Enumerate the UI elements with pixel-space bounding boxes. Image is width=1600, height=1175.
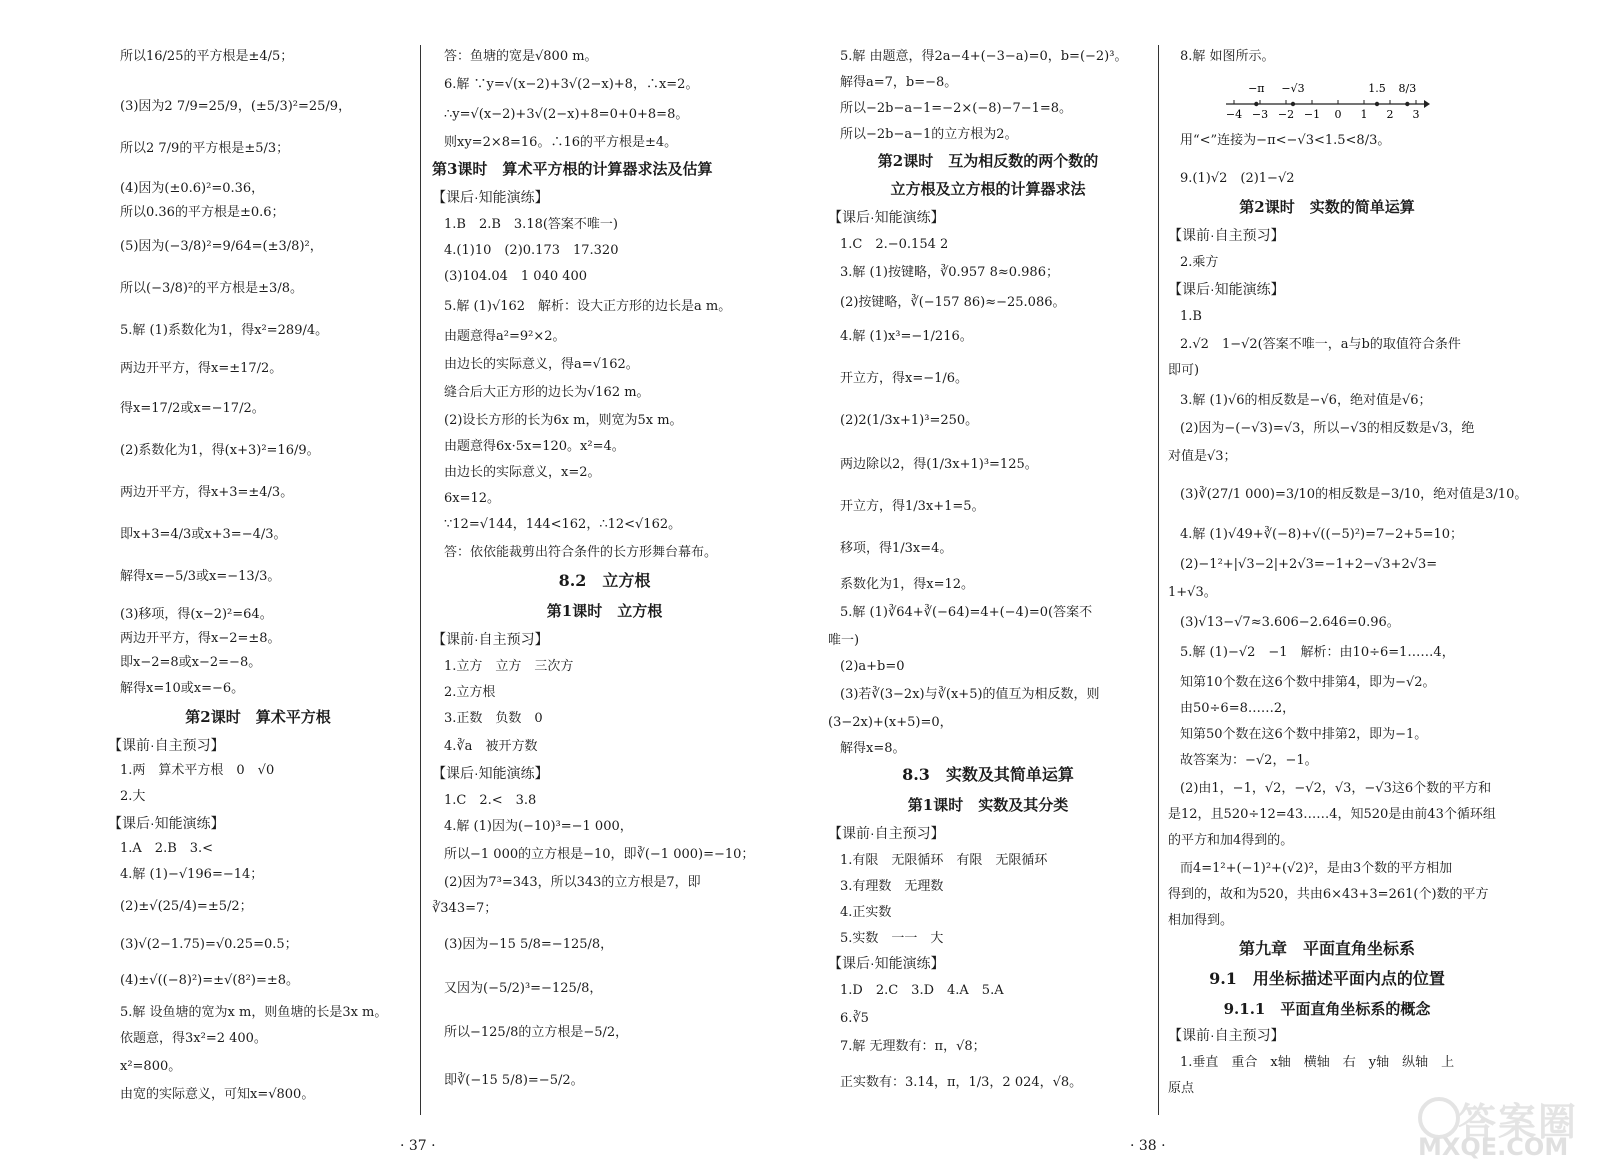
answer-line: 5.解 (1)√162 解析：设大正方形的边长是a m。 [444,299,732,314]
answer-line: 4.∛a 被开方数 [444,739,538,754]
answer-line: 由边长的实际意义，x=2。 [444,465,601,480]
answer-line: 知第10个数在这6个数中排第4，即为−√2。 [1180,675,1436,690]
answer-line: 的平方和加4得到的。 [1168,833,1294,848]
answer-line: 两边开平方，得x=±17/2。 [120,361,283,376]
number-line-tick-label: −1 [1303,108,1321,121]
answer-line: (3)104.04 1 040 400 [444,269,588,284]
section-tag: 【课后·知能演练】 [828,955,945,971]
section-heading: 8.2 立方根 [558,571,651,590]
number-line-point-label: −√3 [1281,82,1305,95]
answer-line: (2)−1²+|√3−2|+2√3=−1+2−√3+2√3= [1180,557,1438,572]
answer-line: 1.C 2.−0.154 2 [840,237,949,252]
number-line-point [1375,102,1379,106]
number-line-point [1291,102,1295,106]
answer-line: (3−2x)+(x+5)=0， [828,715,953,730]
answer-line: 1.立方 立方 三次方 [444,659,574,674]
answer-line: 对值是√3； [1168,449,1237,464]
answer-line: 1.两 算术平方根 0 √0 [120,763,275,778]
answer-line: 6.解 ∵y=√(x−2)+3√(2−x)+8，∴x=2。 [444,77,699,92]
answer-line: 即可) [1168,363,1200,378]
arrow-icon [1424,100,1430,108]
answer-line: 得到的，故和为520，共由6×43+3=261(个)数的平方 [1168,887,1489,902]
answer-line: 系数化为1，得x=12。 [840,577,975,592]
answer-line: x²=800。 [120,1059,182,1074]
answer-line: (3)因为−15 5/8=−125/8， [444,937,614,952]
section-tag: 【课前·自主预习】 [828,825,945,841]
section-tag: 【课前·自主预习】 [1168,1027,1285,1043]
answer-line: (2)2(1/3x+1)³=250。 [840,413,979,428]
section-heading: 第九章 平面直角坐标系 [1238,939,1415,958]
answer-line: 1.有限 无限循环 有限 无限循环 [840,853,1048,868]
section-heading: 第3课时 算术平方根的计算器求法及估算 [432,160,713,178]
answer-line: 答：依依能裁剪出符合条件的长方形舞台幕布。 [444,545,718,560]
answer-line: 4.解 (1)√49+∛(−8)+√((−5)²)=7−2+5=10； [1180,527,1464,542]
section-heading: 9.1 用坐标描述平面内点的位置 [1209,969,1445,988]
answer-line: (3)因为2 7/9=25/9，(±5/3)²=25/9， [120,99,352,114]
answer-line: 所以−2b−a−1的立方根为2。 [840,127,1018,142]
watermark-logo [1418,1091,1588,1161]
answer-line: 1.B [1180,309,1202,324]
number-line-tick-label: 0 [1334,108,1342,121]
answer-line: (3)∛(27/1 000)=3/10的相反数是−3/10，绝对值是3/10。 [1180,487,1528,502]
number-line-point-label: 8/3 [1398,82,1417,95]
section-heading: 9.1.1 平面直角坐标系的概念 [1223,1000,1431,1018]
number-line-tick-label: 2 [1386,108,1394,121]
column-divider [420,45,421,1115]
answer-line: 6x=12。 [444,491,501,506]
answer-line: 开立方，得x=−1/6。 [840,371,969,386]
section-heading: 8.3 实数及其简单运算 [902,765,1074,784]
answer-line: 解得x=10或x=−6。 [120,681,245,696]
answer-line: 两边除以2，得(1/3x+1)³=125。 [840,457,1038,472]
number-line-point-label: 1.5 [1368,82,1386,95]
number-line-tick-label: −4 [1225,108,1243,121]
section-heading: 第2课时 算术平方根 [185,708,331,726]
section-heading: 第2课时 实数的简单运算 [1239,198,1415,216]
answer-line: ∵12=√144，144<162，∴12<√162。 [444,517,682,532]
answer-line: 所以−125/8的立方根是−5/2， [444,1025,629,1040]
section-tag: 【课后·知能演练】 [828,209,945,225]
answer-line: 所以−1 000的立方根是−10，即∛(−1 000)=−10； [444,847,755,862]
page-number-right: · 38 · [1130,1138,1166,1154]
answer-line: 又因为(−5/2)³=−125/8， [444,981,603,996]
answer-line: 原点 [1168,1081,1195,1096]
answer-line: 所以0.36的平方根是±0.6； [120,205,285,220]
answer-line: 所以16/25的平方根是±4/5； [120,49,294,64]
answer-line: 1.D 2.C 3.D 4.A 5.A [840,983,1004,998]
answer-line: 2.√2 1−√2(答案不唯一，a与b的取值符合条件 [1180,337,1461,352]
number-line-points [1248,82,1416,106]
answer-line: 由宽的实际意义，可知x=√800。 [120,1087,315,1102]
answer-line: 正实数有：3.14，π，1/3，2 024，√8。 [840,1075,1083,1090]
answer-line: 即x+3=4/3或x+3=−4/3。 [120,527,287,542]
answer-line: 3.解 (1)按键略，∛0.957 8≈0.986； [840,265,1059,280]
section-tag: 【课前·自主预习】 [1168,227,1285,243]
section-tag: 【课前·自主预习】 [432,631,549,647]
section-heading: 立方根及立方根的计算器求法 [890,180,1086,198]
answer-line: 由50÷6=8……2， [1180,701,1296,716]
answer-line: 由题意得a²=9²×2。 [444,329,566,344]
answer-line: 5.解 由题意，得2a−4+(−3−a)=0，b=(−2)³。 [840,49,1128,64]
answer-line: 2.乘方 [1180,255,1219,270]
answer-line: 1.C 2.< 3.8 [444,793,537,808]
answer-line: (3)√13−√7≈3.606−2.646=0.96。 [1180,615,1400,630]
answer-line: 解得x=8。 [840,741,906,756]
answer-line: 依题意，得3x²=2 400。 [120,1031,267,1046]
answer-line: 3.解 (1)√6的相反数是−√6，绝对值是√6； [1180,393,1432,408]
answer-line: 4.正实数 [840,905,892,920]
answer-line: 得x=17/2或x=−17/2。 [120,401,265,416]
answer-line: (2)因为−(−√3)=√3，所以−√3的相反数是√3，绝 [1180,421,1475,436]
answer-line: 6.∛5 [840,1011,869,1026]
number-line-tick-label: −2 [1277,108,1295,121]
section-heading: 第2课时 互为相反数的两个数的 [877,152,1099,170]
column-divider [1158,45,1159,1115]
answer-line: 8.解 如图所示。 [1180,49,1275,64]
answer-line: (2)设长方形的长为6x m，则宽为5x m。 [444,413,683,428]
answer-line: 缝合后大正方形的边长为√162 m。 [444,385,650,400]
number-line-tick-label: 1 [1360,108,1368,121]
answer-line: 5.解 (1)−√2 −1 解析：由10÷6=1……4， [1180,645,1455,660]
answer-line: 开立方，得1/3x+1=5。 [840,499,985,514]
answer-line: 所以−2b−a−1=−2×(−8)−7−1=8。 [840,101,1073,116]
answer-line: 所以2 7/9的平方根是±5/3； [120,141,290,156]
answer-line: (4)因为(±0.6)²=0.36， [120,181,265,196]
answer-line: 2.大 [120,789,146,804]
answer-line: 两边开平方，得x−2=±8。 [120,631,281,646]
answer-line: 由边长的实际意义，得a=√162。 [444,357,639,372]
answer-line: (5)因为(−3/8)²=9/64=(±3/8)²， [120,239,323,254]
answer-line: 用“<”连接为−π<−√3<1.5<8/3。 [1180,133,1391,148]
number-line-point [1405,102,1409,106]
page-number-left: · 37 · [400,1138,436,1154]
answer-line: 答：鱼塘的宽是√800 m。 [444,49,598,64]
section-tag: 【课前·自主预习】 [108,737,225,753]
answer-line: (3)√(2−1.75)=√0.25=0.5； [120,937,298,952]
right-page [800,0,1600,1175]
number-line-tick-label: −3 [1251,108,1269,121]
answer-line: 由题意得6x·5x=120。x²=4。 [444,439,625,454]
number-line-tick-label: 3 [1412,108,1420,121]
section-heading: 第1课时 实数及其分类 [907,796,1069,814]
answer-line: (4)±√((−8)²)=±√(8²)=±8。 [120,973,300,988]
answer-line: 5.解 设鱼塘的宽为x m，则鱼塘的长是3x m。 [120,1005,388,1020]
answer-line: 3.正数 负数 0 [444,711,543,726]
answer-line: 4.解 (1)x³=−1/216。 [840,329,973,344]
answer-line: 1.A 2.B 3.< [120,841,214,856]
section-tag: 【课后·知能演练】 [108,815,225,831]
answer-line: 解得x=−5/3或x=−13/3。 [120,569,281,584]
section-tag: 【课后·知能演练】 [432,189,549,205]
answer-line: 则xy=2×8=16。∴16的平方根是±4。 [444,135,678,150]
answer-line: 相加得到。 [1168,913,1234,928]
answer-line: 即x−2=8或x−2=−8。 [120,655,262,670]
answer-line: 解得a=7，b=−8。 [840,75,958,90]
answer-line: (2)按键略，∛(−157 86)≈−25.086。 [840,295,1066,310]
answer-line: (2)由1，−1，√2，−√2，√3，−√3这6个数的平方和 [1180,781,1492,796]
number-line-point [1254,102,1258,106]
answer-line: 9.(1)√2 (2)1−√2 [1180,171,1295,186]
section-tag: 【课后·知能演练】 [1168,281,1285,297]
answer-line: 移项，得1/3x=4。 [840,541,953,556]
answer-line: (2)系数化为1，得(x+3)²=16/9。 [120,443,320,458]
watermark-bottom-text: MXQE.COM [1418,1133,1569,1161]
answer-line: 4.解 (1)因为(−10)³=−1 000， [444,819,633,834]
answer-line: 1.B 2.B 3.18(答案不唯一) [444,217,619,232]
answer-line: 两边开平方，得x+3=±4/3。 [120,485,294,500]
answer-line: 是12，且520÷12=43……4，知520是由前43个循环组 [1168,807,1496,822]
answer-line: 7.解 无理数有：π，√8； [840,1039,986,1054]
answer-line: 所以(−3/8)²的平方根是±3/8。 [120,281,303,296]
answer-line: (2)±√(25/4)=±5/2； [120,899,253,914]
answer-line: ∴y=√(x−2)+3√(2−x)+8=0+0+8=8。 [444,107,689,122]
number-line-figure [1220,72,1430,122]
answer-line: 5.解 (1)∛64+∛(−64)=4+(−4)=0(答案不 [840,605,1093,620]
answer-line: 2.立方根 [444,685,496,700]
number-line-point-label: −π [1248,82,1265,95]
answer-line: 唯一) [828,633,860,648]
answer-line: 5.实数 一一 大 [840,931,944,946]
answer-line: (3)移项，得(x−2)²=64。 [120,607,273,622]
section-heading: 第1课时 立方根 [546,602,663,620]
answer-line: (2)a+b=0 [840,659,905,674]
answer-line: (3)若∛(3−2x)与∛(x+5)的值互为相反数，则 [840,687,1100,702]
section-tag: 【课后·知能演练】 [432,765,549,781]
answer-line: 1.垂直 重合 x轴 横轴 右 y轴 纵轴 上 [1180,1055,1455,1070]
answer-line: ∛343=7； [432,901,498,916]
answer-line: (2)因为7³=343，所以343的立方根是7，即 [444,875,701,890]
answer-line: 即∛(−15 5/8)=−5/2。 [444,1073,584,1088]
watermark-top-text: 答案圈 [1458,1100,1579,1144]
answer-line: 3.有理数 无理数 [840,879,944,894]
answer-line: 1+√3。 [1168,585,1217,600]
answer-line: 知第50个数在这6个数中排第2，即为−1。 [1180,727,1428,742]
answer-line: 5.解 (1)系数化为1，得x²=289/4。 [120,323,329,338]
answer-line: 4.(1)10 (2)0.173 17.320 [444,243,619,258]
answer-line: 而4=1²+(−1)²+(√2)²，是由3个数的平方相加 [1180,861,1453,876]
answer-line: 4.解 (1)−√196=−14； [120,867,264,882]
answer-line: 故答案为：−√2，−1。 [1180,753,1318,768]
